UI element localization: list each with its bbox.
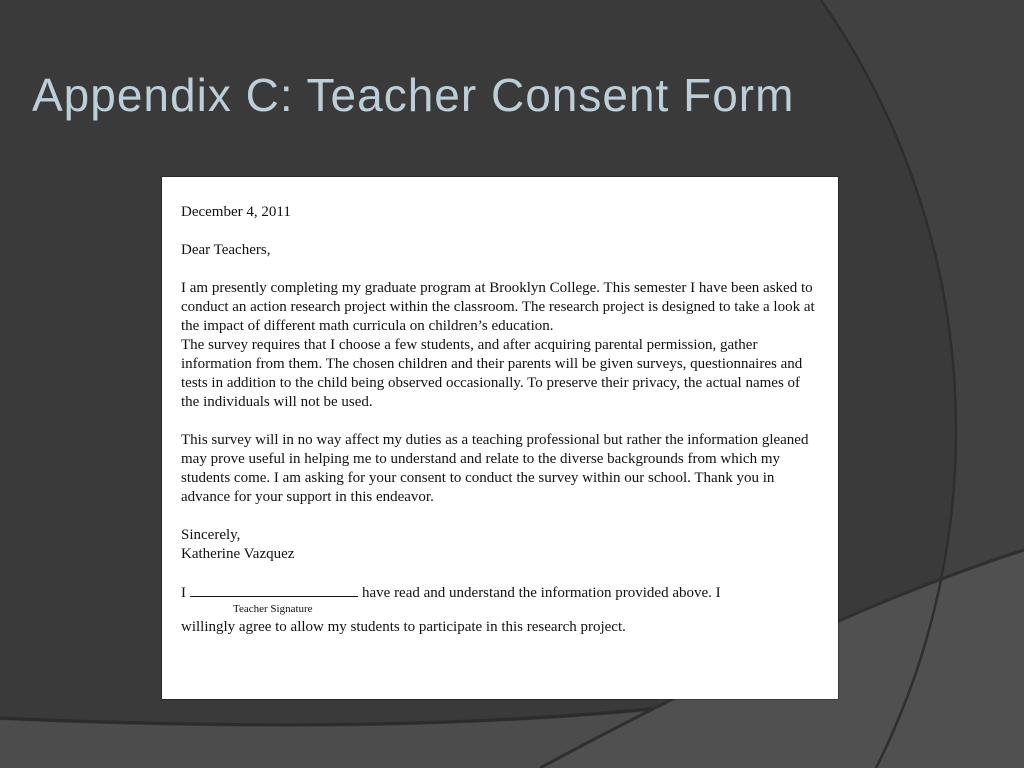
- consent-statement-continuation: willingly agree to allow my students to participate in this research project.: [181, 619, 626, 635]
- letter-paragraph-2: This survey will in no way affect my duties as a teaching professional but rather the information gleaned may prove useful in helping me to understand and relate to the diverse backgrounds from which my students come. I am asking for your consent to conduct the survey within our school. Thank you in advance for your support in this endeavor.: [181, 432, 809, 505]
- letter-paragraph-1: [181, 279, 819, 412]
- consent-letter-document: [162, 177, 838, 699]
- letter-salutation: Dear Teachers,: [181, 242, 271, 258]
- teacher-signature-blank-line: [190, 583, 358, 597]
- consent-suffix: have read and understand the information provided above. I: [362, 585, 721, 601]
- consent-statement-line: [181, 583, 819, 603]
- consent-prefix: I: [181, 585, 186, 601]
- letter-date: December 4, 2011: [181, 204, 291, 220]
- slide-title: Appendix C: Teacher Consent Form: [32, 69, 795, 121]
- teacher-signature-label: Teacher Signature: [233, 603, 313, 615]
- letter-closing: Sincerely,: [181, 527, 241, 543]
- letter-paragraph-1-part-2: The survey requires that I choose a few students, and after acquiring parental permission, gather information from them. The chosen children and their parents will be given surveys, questionnaires and tests in addition to the child being observed occasionally. To preserve their privacy, the actual names of the individuals will not be used.: [181, 337, 803, 410]
- letter-signature-name: Katherine Vazquez: [181, 546, 295, 562]
- consent-statement: [181, 583, 819, 637]
- letter-paragraph-1-part-1: I am presently completing my graduate program at Brooklyn College. This semester I have been asked to conduct an action research project within the classroom. The research project is designed to take a look at the impact of different math curricula on children’s education.: [181, 280, 815, 334]
